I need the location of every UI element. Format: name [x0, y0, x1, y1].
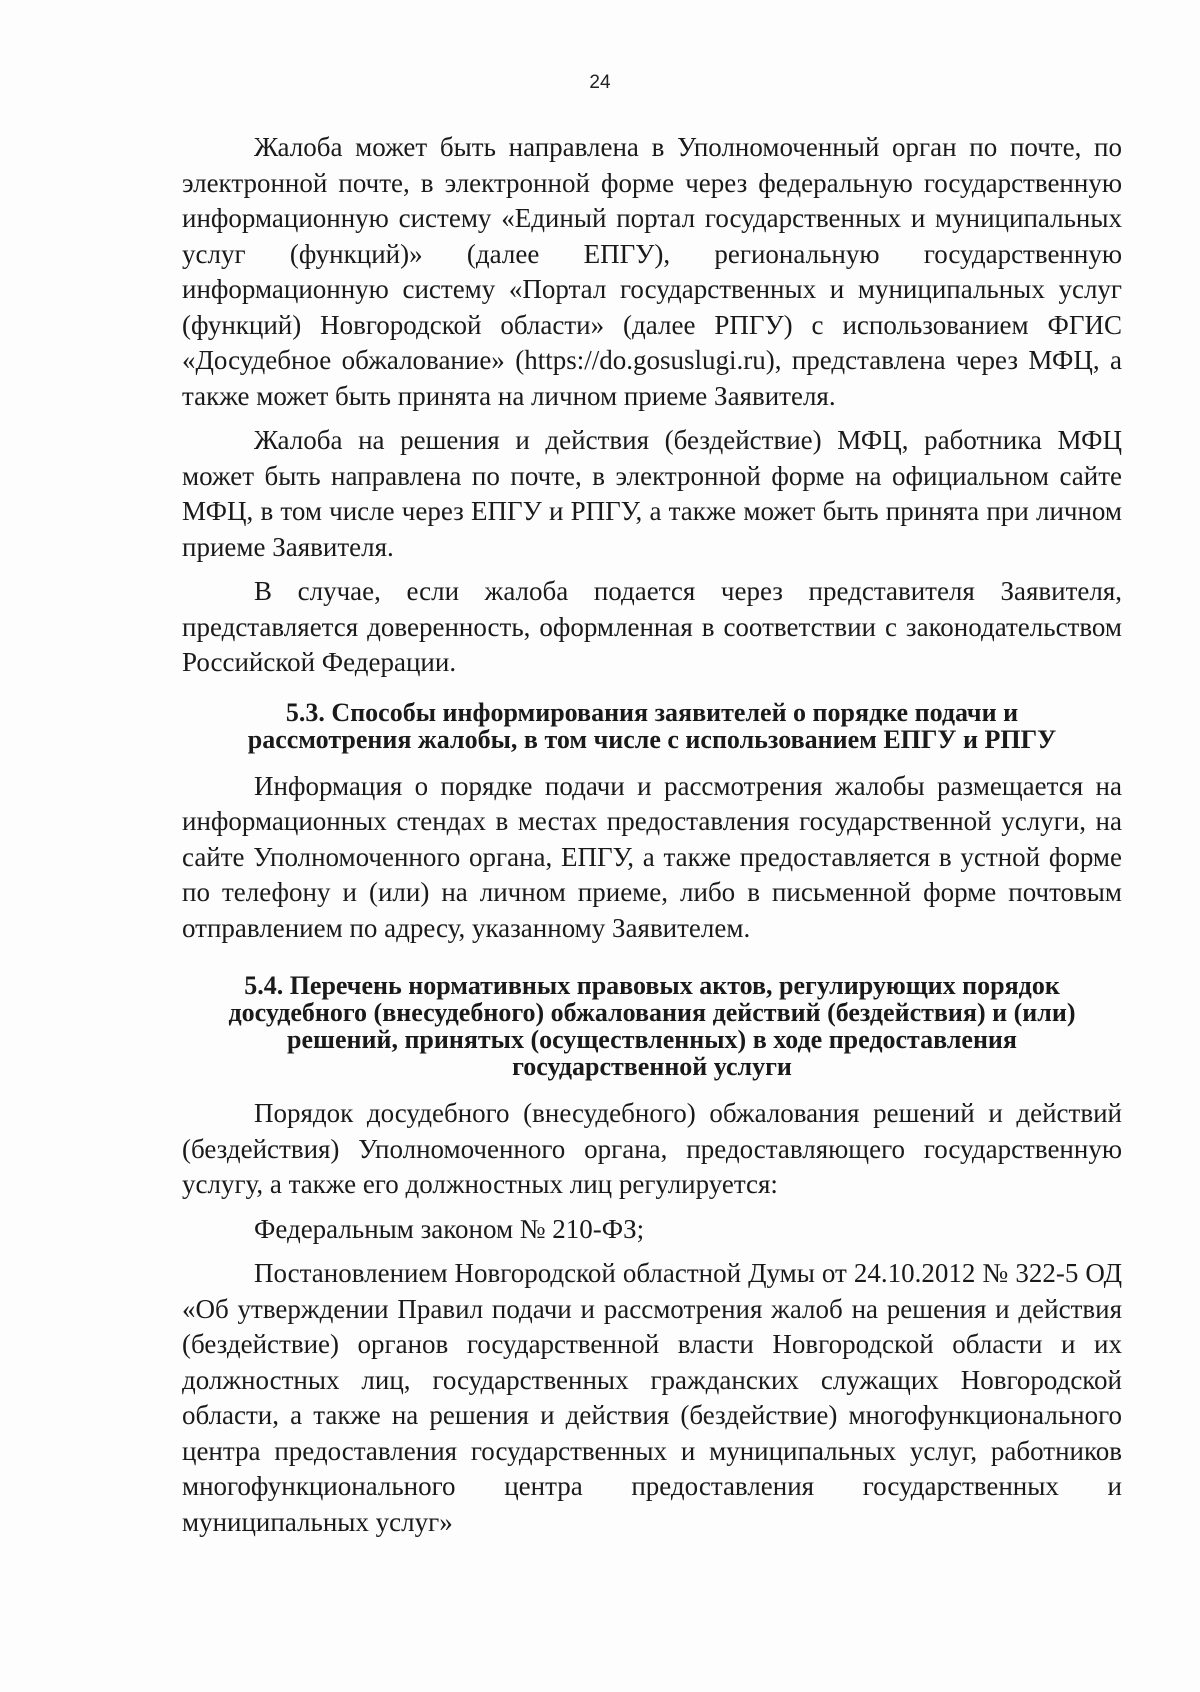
section-5-4-heading-line: досудебного (внесудебного) обжалования действий (бездействия) и (или)	[228, 998, 1076, 1027]
paragraph-federal-law: Федеральным законом № 210-ФЗ;	[254, 1213, 645, 1244]
paragraph-info-procedure: Информация о порядке подачи и рассмотрения жалобы размещается на информационных стендах в местах предоставления государственной услуги, на сайте Уполномоченного органа, ЕПГУ, а также предоставляется в устной форме по телефону и (или) на личном приеме, либо в письменной форме почтовым отправлением по адресу, указанному Заявителем.	[182, 770, 1122, 943]
paragraph-complaint-representative: В случае, если жалоба подается через представителя Заявителя, представляется доверенность, оформленная в соответствии с законодательством Российской Федерации.	[182, 576, 1122, 677]
section-5-4-heading-line: 5.4. Перечень нормативных правовых актов, регулирующих порядок	[244, 971, 1060, 1000]
section-5-4-heading-line: государственной услуги	[512, 1052, 792, 1081]
paragraph-complaint-mfc: Жалоба на решения и действия (бездействие) МФЦ, работника МФЦ может быть направлена по почте, в электронной форме на официальном сайте МФЦ, в том числе через ЕПГУ и РПГУ, а также может быть принята при личном приеме Заявителя.	[182, 425, 1122, 562]
page-content	[182, 130, 1122, 1549]
page-number: 24	[589, 72, 611, 93]
section-5-3-heading-line: рассмотрения жалобы, в том числе с использованием ЕПГУ и РПГУ	[247, 724, 1057, 754]
paragraph-appeal-order: Порядок досудебного (внесудебного) обжалования решений и действий (бездействия) Уполномоченного органа, предоставляющего государственную услугу, а также его должностных лиц регулируется:	[182, 1098, 1122, 1199]
section-5-4-heading-line: решений, принятых (осуществленных) в ходе предоставления	[287, 1025, 1017, 1054]
paragraph-resolution: Постановлением Новгородской областной Думы от 24.10.2012 № 322-5 ОД «Об утверждении Правил подачи и рассмотрения жалоб на решения и действия (бездействие) органов государственной власти Новгородской области и их должностных лиц, государственных гражданских служащих Новгородской области, а также на решения и действия (бездействие) многофункционального центра предоставления государственных и муниципальных услуг, работников многофункционального центра предоставления государственных и муниципальных услуг»	[182, 1258, 1122, 1537]
section-5-3-heading	[182, 699, 1122, 753]
paragraph-complaint-channels: Жалоба может быть направлена в Уполномоченный орган по почте, по электронной почте, в электронной форме через федеральную государственную информационную систему «Единый портал государственных и муниципальных услуг (функций)» (далее ЕПГУ), региональную государственную информационную систему «Портал государственных и муниципальных услуг (функций) Новгородской области» (далее РПГУ) с использованием ФГИС «Досудебное обжалование» (https://do.gosuslugi.ru), представлена через МФЦ, а также может быть принята на личном приеме Заявителя.	[182, 132, 1122, 411]
section-5-3-heading-line: 5.3. Способы информирования заявителей о порядке подачи и	[285, 697, 1019, 727]
section-5-4-heading	[182, 972, 1122, 1080]
